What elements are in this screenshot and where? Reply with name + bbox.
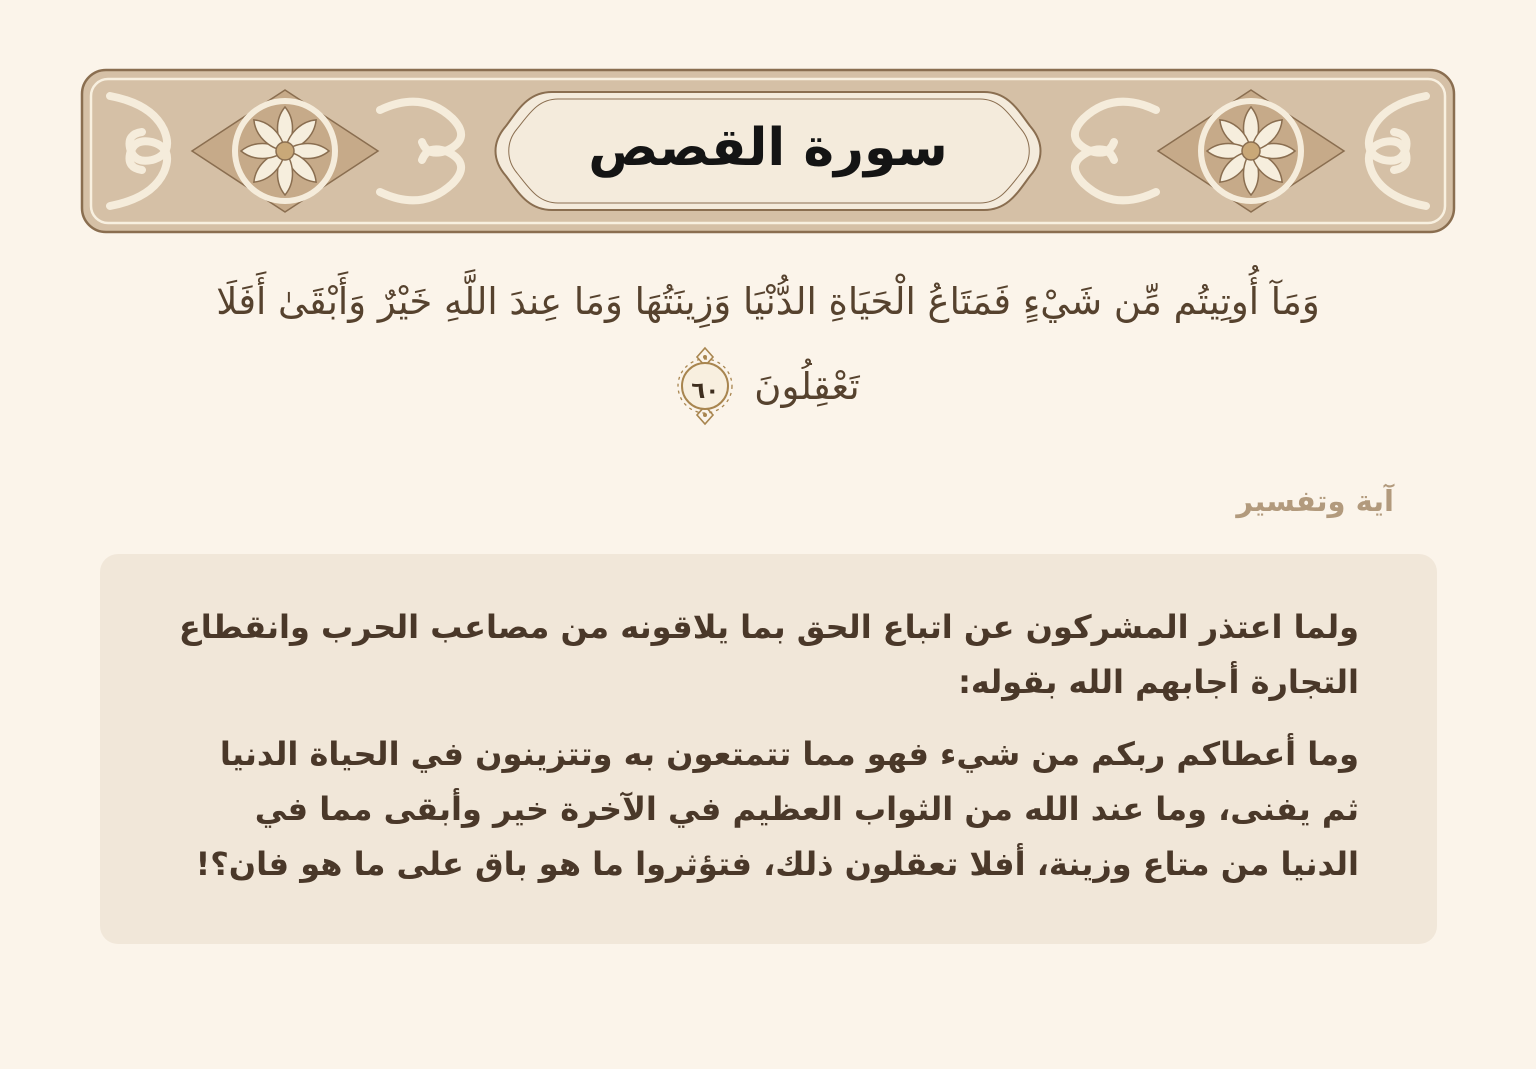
verse-line-2-text: تَعْقِلُونَ	[754, 364, 860, 408]
tafsir-box	[100, 554, 1437, 943]
section-label: آية وتفسير	[1236, 484, 1394, 519]
verse-line-1: وَمَآ أُوتِيتُم مِّن شَيْءٍ فَمَتَاعُ الْحَيَاةِ الدُّنْيَا وَزِينَتُهَا وَمَا عِندَ اللَّهِ خَيْرٌ وَأَبْقَىٰ أَفَلَا	[216, 280, 1320, 323]
tafsir-paragraph: ولما اعتذر المشركون عن اتباع الحق بما يلاقونه من مصاعب الحرب وانقطاع التجارة أجابهم الله بقوله:	[178, 608, 1359, 702]
ayah-number: ٦٠	[691, 378, 720, 405]
surah-title: سورة القصص	[588, 118, 948, 178]
surah-banner	[80, 68, 1456, 234]
verse-section	[60, 268, 1476, 426]
tafsir-paragraph: وما أعطاكم ربكم من شيء فهو مما تتمتعون به وتتزينون في الحياة الدنيا ثم يفنى، وما عند الله من الثواب العظيم في الآخرة خير وأبقى مما في الدنيا من متاع وزينة، أفلا تعقلون ذلك، فتؤثروا ما هو باق على ما هو فان؟!	[195, 734, 1359, 883]
verse-line-2	[60, 346, 1476, 426]
ayah-number-medallion	[676, 346, 734, 426]
